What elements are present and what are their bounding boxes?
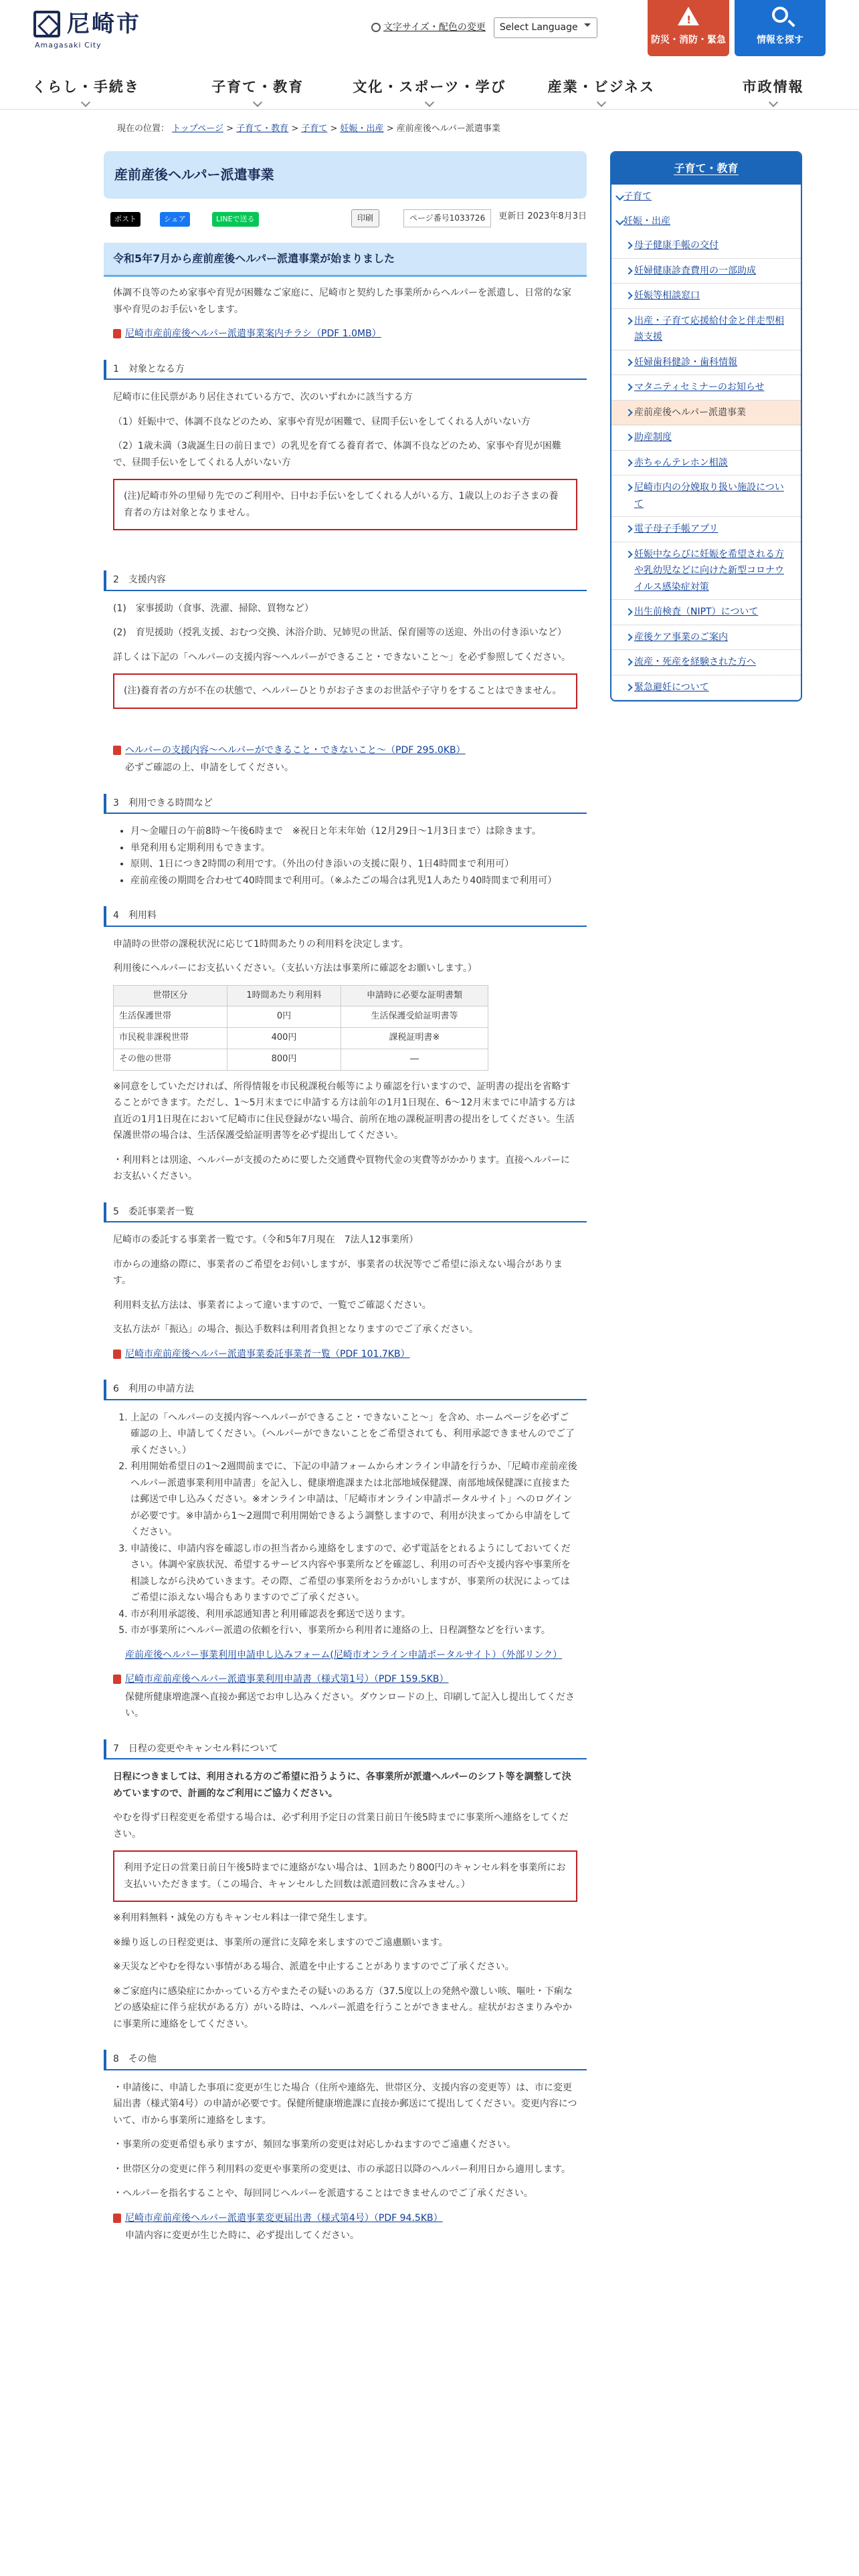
table-cell: 課税証明書※ [341,1028,488,1049]
sidebar-item[interactable] [611,375,801,401]
sidebar-item[interactable] [611,309,801,350]
sidebar-link[interactable]: 妊娠・出産 [624,215,670,227]
list-item: • 原則、1日につき2時間の利用です。（外出の付き添いの支援に限り、1日4時間まで利用可） [130,856,577,873]
warning-icon [678,7,699,25]
updated-date: 更新日 2023年8月3日 [498,211,587,221]
sidebar-item[interactable] [611,542,801,601]
table-cell: 市民税非課税世帯 [114,1028,227,1049]
list-item: • 月～金曜日の午前8時～午後6時まで ※祝日と年末年始（12月29日～1月3日まで）は除きます。 [130,823,577,840]
table-cell: 生活保護世帯 [114,1006,227,1028]
table-header: 世帯区分 [114,985,227,1006]
sidebar-item[interactable] [611,475,801,517]
sidebar-title[interactable] [611,152,801,185]
nav-item-living[interactable]: くらし・手続き [0,64,172,109]
apply-pdf-link[interactable] [113,1671,577,1688]
text-size-link[interactable]: 文字サイズ・配色の変更 [383,22,486,33]
notice-box: (注)尼崎市外の里帰り先でのご利用や、日中お手伝いをしてくれる人がいる方、1歳以上のお子さまの養育者の方は対象となりません。 [113,479,577,530]
list-item: • 単発利用も定期利用もできます。 [130,840,577,857]
change-pdf-link[interactable] [113,2210,577,2227]
text: ※ご家庭内に感染症にかかっている方やまたその疑いのある方（37.5度以上の発熱や激しい咳、嘔吐・下痢などの感染症に伴う症状がある方）がいる時は、ヘルパー派遣を行うことができません。症状がおさまりみやかに事業所に連絡をしてください。 [113,1985,573,2030]
sidebar-item[interactable] [611,259,801,284]
notice-box: 利用予定日の営業日前日午後5時までに連絡がない場合は、1回あたり800円のキャンセル料を事業所にお支払いいただきます。（この場合、キャンセルした回数は派遣回数に含みません。） [113,1850,577,1902]
page-number: ページ番号1033726 [403,209,491,227]
text: （2）1歳未満（3歳誕生日の前日まで）の乳児を育てる養育者で、体調不良などのため、家事や育児が困難で、昼間手伝いをしてくれる人がいない方 [113,441,561,468]
breadcrumb-label: 現在の位置： [117,124,170,134]
breadcrumb-pregnancy[interactable]: 妊娠・出産 [340,124,384,134]
page-tools [104,208,587,237]
notice-box: (注)養育者の方が不在の状態で、ヘルパーひとりがお子さまのお世話や子守りをすることはできません。 [113,673,577,709]
text: ※繰り返しの日程変更は、事業所の運営に支障を来しますのでご遠慮願います。 [113,1937,448,1948]
emergency-button-label: 防災・消防・緊急 [651,35,726,45]
sidebar-item-label[interactable]: 助産制度 [634,432,672,443]
sidebar-item[interactable] [611,401,801,426]
page-title: 産前産後ヘルパー派遣事業 [104,151,587,199]
table-cell: 400円 [227,1028,341,1049]
contractor-pdf-link-text[interactable]: 尼崎市産前産後ヘルパー派遣事業委託事業者一覧（PDF 101.7KB） [125,1348,410,1360]
sidebar-item-label[interactable]: 電子母子手帳アプリ [634,524,719,534]
table-cell: その他の世帯 [114,1049,227,1070]
time-list [130,823,577,889]
table-cell: ― [341,1049,488,1070]
text: 支払方法が「振込」の場合、振込手数料は利用者負担となりますのでご了承ください。 [113,1324,478,1335]
sidebar-item-label[interactable]: 尼崎市内の分娩取り扱い施設について [634,482,784,510]
text: 日程につきましては、利用される方のご希望に沿うように、各事業所が派遣ヘルパーのシフト等を調整して決めていますので、計画的なご利用にご協力ください。 [113,1772,571,1799]
share-x-button[interactable]: ポスト [110,212,140,227]
sidebar-item-label[interactable]: 出産・子育て応援給付金と伴走型相談支援 [634,315,784,342]
heading-time: 3 利用できる時間など [104,794,587,815]
text: ・事業所の変更希望も承りますが、頻回な事業所の変更は対応しかねますのでご遠慮ください。 [113,2139,516,2150]
online-form-link-text[interactable]: 産前産後ヘルパー事業利用申請申し込みフォーム(尼崎市オンライン申請ポータルサイト）（外部リンク） [125,1649,563,1660]
sidebar [610,151,802,702]
sidebar-item-kosodate[interactable] [611,185,801,209]
heading-support: 2 支援内容 [104,570,587,591]
sidebar-link[interactable]: 子育て [624,191,652,202]
text: （1）妊娠中で、体調不良などのため、家事や育児が困難で、昼間手伝いをしてくれる人がいない方 [113,416,531,427]
intro-text: 体調不良等のため家事や育児が困難なご家庭に、尼崎市と契約した事業所からヘルパーを派遣し、日常的な家事や育児のお手伝いをします。 [113,288,572,315]
table-cell: 800円 [227,1049,341,1070]
sidebar-item[interactable] [611,350,801,376]
table-row [114,1049,488,1070]
sidebar-item-pregnancy[interactable] [611,209,801,234]
breadcrumb-current: 産前産後ヘルパー派遣事業 [396,124,500,134]
breadcrumb-childcare[interactable]: 子育て・教育 [236,124,289,134]
sidebar-list [611,233,801,700]
nav-item-city[interactable]: 市政情報 [687,64,859,109]
breadcrumb-kosodate[interactable]: 子育て [301,124,328,134]
main-content [104,151,587,2252]
language-select[interactable]: Select Language [494,17,597,38]
heading-contractors: 5 委託事業者一覧 [104,1202,587,1223]
change-pdf-link-text[interactable]: 尼崎市産前産後ヘルパー派遣事業変更届出書（様式第4号）（PDF 94.5KB） [125,2212,443,2224]
search-info-button[interactable] [735,0,826,56]
table-row [114,1006,488,1028]
flyer-pdf-link-text[interactable]: 尼崎市産前産後ヘルパー派遣事業案内チラシ（PDF 1.0MB） [125,328,381,339]
nav-item-culture[interactable]: 文化・スポーツ・学び [344,64,516,109]
sidebar-item[interactable] [611,233,801,259]
list-item: 3. 申請後に、申請内容を確認し市の担当者から連絡をしますので、必ず電話をとれるようにしておいてください。体調や家族状況、希望するサービス内容や事業所などを確認し、利用の可否や支援内容や事業所を相談しながら決めていきます。その際、ご希望の事業所をおうかがいしますが、事業所の状況によってはご希望に添えない場合もありますのでご了承ください。 [130,1541,577,1606]
site-logo[interactable] [33,11,141,37]
text: 申請内容に変更が生じた時に、必ず提出してください。 [125,2230,359,2241]
text: ・世帯区分の変更に伴う利用料の変更や事業所の変更は、市の承認日以降のヘルパー利用日から適用します。 [113,2163,571,2175]
text: 尼崎市に住民票があり居住されている方で、次のいずれかに該当する方 [113,392,413,403]
global-nav [0,64,859,110]
search-icon [772,7,788,23]
support-pdf-link-text[interactable]: ヘルパーの支援内容～ヘルパーができること・できないこと～（PDF 295.0KB） [125,744,466,756]
sidebar-item[interactable] [611,650,801,675]
sidebar-item-label[interactable]: 緊急避妊について [634,681,709,693]
sidebar-item-label[interactable]: 赤ちゃんテレホン相談 [634,457,728,468]
sidebar-item[interactable] [611,625,801,651]
heading-apply: 6 利用の申請方法 [104,1380,587,1400]
text: やむを得ず日程変更を希望する場合は、必ず利用予定日の営業日前日午後5時までに事業所へ連絡をしてください。 [113,1812,569,1840]
list-item: 2. 利用開始希望日の1～2週間前までに、下記の申請フォームからオンライン申請を行うか、「尼崎市産前産後ヘルパー派遣事業利用申請書」を記入し、健康増進課または北部地域保健課、南部地域保健課に直接または郵送で申し込みください。※オンライン申請は、「尼崎市オンライン申請ポータルサイト」へのログインが必要です。※申請から1～2週間で利用開始できるよう調整しますので、利用が決まってから申請をしてください。 [130,1459,577,1541]
section-heading-main: 令和5年7月から産前産後ヘルパー派遣事業が始まりました [104,243,587,277]
text: 詳しくは下記の「ヘルパーの支援内容～ヘルパーができること・できないこと～」を必ず参照してください。 [113,651,571,663]
text: 利用後にヘルパーにお支払いください。（支払い方法は事業所に確認をお願いします。） [113,963,477,974]
nav-item-childcare[interactable]: 子育て・教育 [172,64,344,109]
sidebar-item-label[interactable]: 妊娠中ならびに妊娠を希望される方や乳幼児などに向けた新型コロナウイルス感染症対策 [634,548,784,593]
share-line-button[interactable]: LINEで送る [212,212,259,227]
sidebar-item-label[interactable]: マタニティセミナーのお知らせ [634,382,765,393]
text: 申請時の世帯の課税状況に応じて1時間あたりの利用料を決定します。 [113,938,409,950]
site-header [0,0,859,64]
table-row [114,1028,488,1049]
sidebar-item-label[interactable]: 妊婦歯科健診・歯科情報 [634,356,737,368]
contractor-pdf-link[interactable] [113,1346,577,1363]
table-header: 1時間あたり利用料 [227,985,341,1006]
city-emblem-icon [33,11,60,37]
list-item: • 産前産後の期間を合わせて40時間まで利用可。（※ふたごの場合は乳児1人あたり40時間まで利用可） [130,873,577,889]
sidebar-item[interactable] [611,451,801,476]
apply-pdf-link-text[interactable]: 尼崎市産前産後ヘルパー派遣事業利用申請書（様式第1号）（PDF 159.5KB） [125,1674,449,1685]
table-cell: 生活保護受給証明書等 [341,1006,488,1028]
heading-target: 1 対象となる方 [104,360,587,381]
list-item: 1. 上記の「ヘルパーの支援内容～ヘルパーができること・できないこと～」を含め、ホームページを必ずご確認の上、申請してください。（ヘルパーができないことをご希望されても、利用承認できませんのでご了承ください。） [130,1410,577,1459]
text: 市からの連絡の際に、事業者のご希望をお伺いしますが、事業者の状況等でご希望に添えない場合があります。 [113,1259,563,1286]
text: 必ずご確認の上、申請をしてください。 [125,762,294,773]
share-facebook-button[interactable]: シェア [160,212,190,227]
online-form-link[interactable] [113,1647,577,1664]
text: ※天災などやむを得ない事情がある場合、派遣を中止することがありますのでご了承ください。 [113,1961,514,1972]
text: (1) 家事援助（食事、洗濯、掃除、買物など） [113,603,314,614]
text: 保健所健康増進課へ直接か郵送でお申し込みください。ダウンロードの上、印刷して記入し提出してください。 [125,1691,575,1719]
text: (2) 育児援助（授乳支援、おむつ交換、沐浴介助、兄姉児の世話、保育園等の送迎、外出の付き添いなど） [113,627,567,638]
heading-cancel: 7 日程の変更やキャンセル料について [104,1739,587,1760]
text-size-icon [371,23,381,32]
sidebar-item-label[interactable]: 流産・死産を経験された方へ [634,657,756,667]
emergency-button[interactable] [648,0,729,56]
sidebar-item-label[interactable]: 産前産後ヘルパー派遣事業 [634,407,747,418]
sidebar-item[interactable] [611,675,801,701]
table-header: 申請時に必要な証明書類 [341,985,488,1006]
sidebar-item[interactable] [611,600,801,625]
apply-steps [130,1410,577,1639]
sidebar-item[interactable] [611,284,801,309]
print-button[interactable]: 印刷 [351,209,379,227]
text: 利用料支払方法は、事業者によって違いますので、一覧でご確認ください。 [113,1299,432,1311]
sidebar-item-label[interactable]: 出生前検査（NIPT）について [634,607,759,617]
logo-subtitle: Amagasaki City [35,41,102,49]
list-item: 5. 市が事業所にヘルパー派遣の依頼を行い、事業所から利用者に連絡の上、日程調整などを行います。 [130,1622,577,1639]
nav-item-business[interactable]: 産業・ビジネス [515,64,687,109]
text: ※同意をしていただければ、所得情報を市民税課税台帳等により確認を行いますので、証明書の提出を省略することができます。ただし、1～5月末までに申請する方は前年の1月1日現在、6～12月末までに申請する方は直近の1月1日現在において尼崎市に住民登録がない場合、前所在地の課税証明書の提出をしてください。生活保護世帯の場合は、生活保護受給証明書等を必ず提出してください。 [113,1081,576,1141]
search-info-button-label: 情報を探す [757,35,803,45]
heading-fee: 4 利用料 [104,906,587,927]
list-item: 4. 市が利用承認後、利用承認通知書と利用確認表を郵送で送ります。 [130,1606,577,1623]
support-pdf-link[interactable] [113,742,577,759]
sidebar-item[interactable] [611,517,801,542]
text: ※利用料無料・減免の方もキャンセル料は一律で発生します。 [113,1913,373,1923]
text: ・申請後に、申請した事項に変更が生じた場合（住所や連絡先、世帯区分、支援内容の変更等）は、市に変更届出書（様式第4号）の申請が必要です。保健所健康増進課に直接か郵送にて提出してください。変更内容について、市から事業所に連絡をします。 [113,2082,577,2126]
sidebar-item-label[interactable]: 妊婦健康診査費用の一部助成 [634,265,756,276]
text: 尼崎市の委託する事業者一覧です。（令和5年7月現在 7法人12事業所） [113,1235,419,1245]
heading-other: 8 その他 [104,2050,587,2070]
sidebar-item-label[interactable]: 妊娠等相談窓口 [634,290,700,301]
text: ・ヘルパーを指名することや、毎回同じヘルパーを派遣することはできませんのでご了承ください。 [113,2188,533,2199]
text: ・利用料とは別途、ヘルパーが支援のために要した交通費や買物代金の実費等がかかります。直接ヘルパーにお支払いください。 [113,1154,570,1182]
table-cell: 0円 [227,1006,341,1028]
flyer-pdf-link[interactable] [113,326,577,342]
sidebar-item[interactable] [611,425,801,451]
sidebar-item-label[interactable]: 産後ケア事業のご案内 [634,631,728,643]
breadcrumb-top[interactable]: トップページ [172,124,223,134]
fee-table [113,985,488,1071]
sidebar-title-text[interactable]: 子育て・教育 [674,162,739,175]
sidebar-item-label[interactable]: 母子健康手帳の交付 [634,240,719,251]
logo-text: 尼崎市 [67,11,141,37]
breadcrumb: 現在の位置： トップページ > 子育て・教育 > 子育て > 妊娠・出産 > 産前産後ヘルパー派遣事業 [117,124,500,134]
utility-bar [371,17,597,38]
